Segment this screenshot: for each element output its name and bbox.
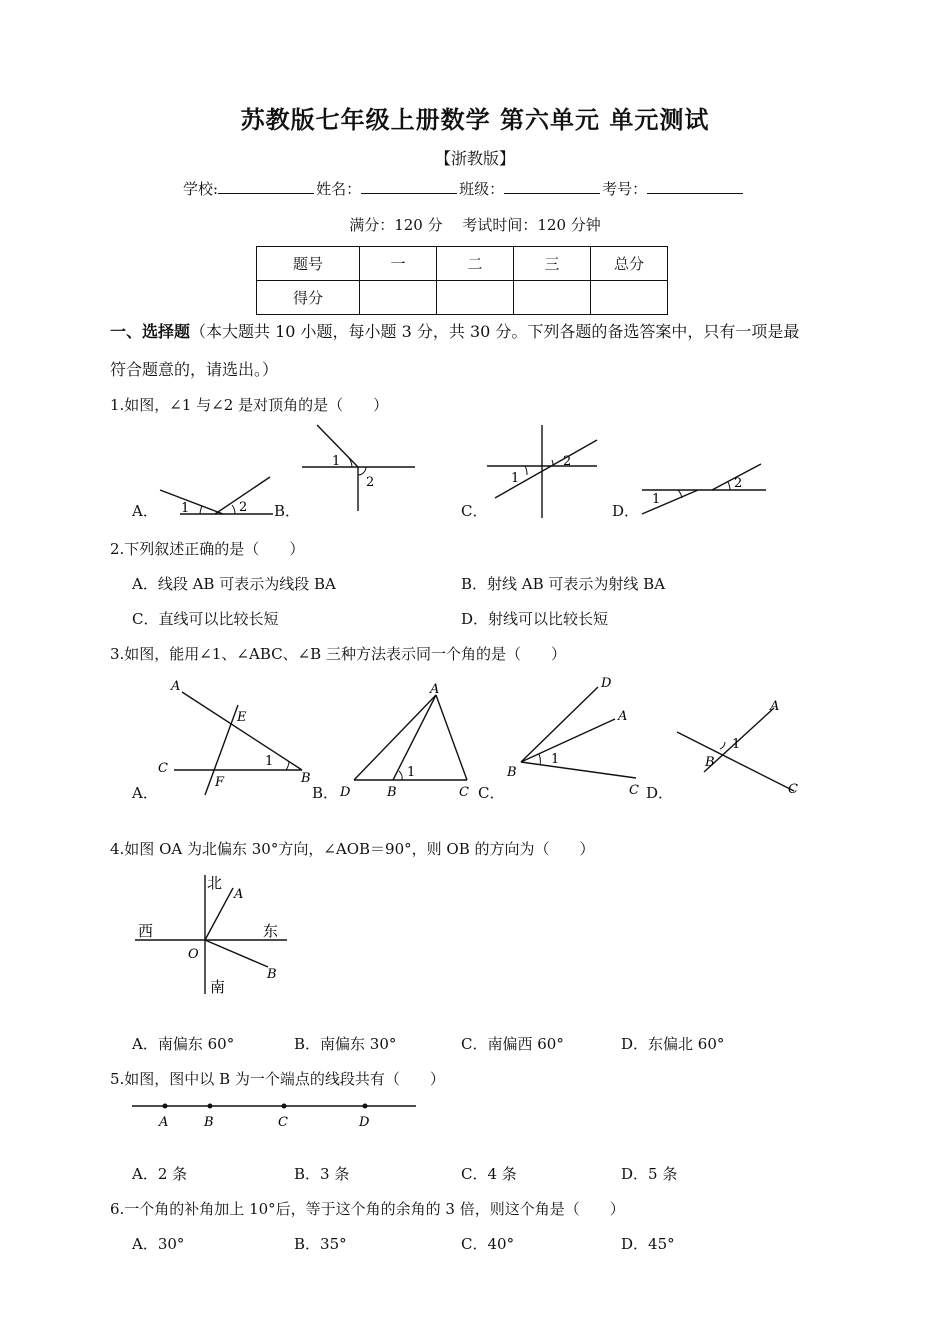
fig-label-c: C bbox=[788, 782, 798, 797]
fig-label-a: A bbox=[618, 709, 628, 724]
q6-option-c[interactable]: C．40° bbox=[461, 1235, 515, 1253]
fig-label-c: C bbox=[158, 761, 168, 776]
point-b bbox=[208, 1104, 213, 1109]
q1-figure-a bbox=[155, 470, 280, 520]
q1-figure-b bbox=[300, 423, 420, 515]
section-desc-line2: 符合题意的，请选出。） bbox=[110, 360, 279, 379]
fig-label-b: B bbox=[267, 967, 277, 982]
table-header-cell: 二 bbox=[437, 247, 514, 281]
name-label: 姓名： bbox=[316, 180, 362, 198]
q3-option-b[interactable]: B． bbox=[312, 784, 339, 802]
fig-label-b: B bbox=[705, 755, 715, 770]
fig-label-1: 1 bbox=[265, 754, 274, 769]
fig-label-a: A bbox=[430, 682, 440, 697]
section-label: 一、选择题 bbox=[110, 322, 191, 341]
q1-figure-d bbox=[638, 460, 773, 518]
fig-label-1: 1 bbox=[732, 737, 741, 752]
score-cell[interactable] bbox=[591, 281, 668, 315]
q1-option-c[interactable]: C． bbox=[461, 502, 488, 520]
fig-label-a: A bbox=[770, 699, 780, 714]
fig-label-a: A bbox=[171, 679, 181, 694]
q3-figure-a bbox=[155, 675, 320, 800]
q4-compass-figure bbox=[135, 870, 295, 1000]
fig-label-1: 1 bbox=[181, 501, 190, 516]
table-header-cell: 题号 bbox=[257, 247, 360, 281]
exam-number-label: 考号： bbox=[602, 180, 648, 198]
q6-option-b[interactable]: B．35° bbox=[294, 1235, 347, 1253]
fig-label-2: 2 bbox=[239, 500, 248, 515]
q4-option-d[interactable]: D．东偏北 60° bbox=[621, 1035, 725, 1053]
student-info-row bbox=[183, 178, 745, 199]
q1-option-b[interactable]: B． bbox=[274, 502, 301, 520]
q5-option-b[interactable]: B．3 条 bbox=[294, 1165, 350, 1183]
q6-option-a[interactable]: A．30° bbox=[132, 1235, 185, 1253]
label-north: 北 bbox=[207, 874, 223, 892]
fig-label-1: 1 bbox=[652, 492, 661, 507]
exam-meta: 满分：120 分 考试时间：120 分钟 bbox=[349, 216, 601, 234]
score-cell[interactable] bbox=[514, 281, 591, 315]
q4-option-c[interactable]: C．南偏西 60° bbox=[461, 1035, 564, 1053]
q5-option-d[interactable]: D．5 条 bbox=[621, 1165, 678, 1183]
score-table bbox=[256, 246, 668, 315]
q1-figure-c bbox=[485, 423, 605, 520]
score-cell[interactable] bbox=[360, 281, 437, 315]
question-1-stem: 1.如图，∠1 与∠2 是对顶角的是（ ） bbox=[110, 396, 389, 414]
school-label: 学校: bbox=[183, 180, 219, 198]
fig-label-2: 2 bbox=[366, 475, 375, 490]
question-3-stem: 3.如图，能用∠1、∠ABC、∠B 三种方法表示同一个角的是（ ） bbox=[110, 645, 566, 663]
score-table-row bbox=[257, 281, 668, 315]
class-label: 班级： bbox=[459, 180, 505, 198]
score-cell[interactable] bbox=[437, 281, 514, 315]
q1-option-a[interactable]: A． bbox=[132, 502, 158, 520]
q1-option-d[interactable]: D． bbox=[612, 502, 640, 520]
fig-label-d: D bbox=[340, 785, 351, 800]
school-blank bbox=[218, 178, 314, 194]
score-table-header-row bbox=[257, 247, 668, 281]
label-south: 南 bbox=[210, 978, 226, 996]
fig-label-c: C bbox=[459, 785, 469, 800]
question-5-stem: 5.如图，图中以 B 为一个端点的线段共有（ ） bbox=[110, 1070, 445, 1088]
question-4-stem: 4.如图 OA 为北偏东 30°方向，∠AOB＝90°，则 OB 的方向为（ ） bbox=[110, 840, 595, 858]
table-header-cell: 一 bbox=[360, 247, 437, 281]
name-blank bbox=[361, 178, 457, 194]
table-row-label: 得分 bbox=[257, 281, 360, 315]
fig-label-o: O bbox=[188, 947, 199, 962]
q6-option-d[interactable]: D．45° bbox=[621, 1235, 675, 1253]
q5-option-c[interactable]: C．4 条 bbox=[461, 1165, 517, 1183]
fig-label-2: 2 bbox=[734, 476, 743, 491]
fig-label-1: 1 bbox=[551, 752, 560, 767]
table-header-cell: 总分 bbox=[591, 247, 668, 281]
table-header-cell: 三 bbox=[514, 247, 591, 281]
fig-label-b: B bbox=[387, 785, 397, 800]
point-d bbox=[363, 1104, 368, 1109]
fig-label-c: C bbox=[629, 783, 639, 798]
q3-figure-c bbox=[505, 672, 650, 800]
page-subtitle: 【浙教版】 bbox=[434, 149, 515, 168]
q3-option-c[interactable]: C． bbox=[478, 784, 505, 802]
fig-label-e: E bbox=[237, 710, 247, 725]
q4-option-a[interactable]: A．南偏东 60° bbox=[132, 1035, 235, 1053]
q2-option-b[interactable]: B．射线 AB 可表示为射线 BA bbox=[461, 575, 666, 593]
fig-label-b: B bbox=[507, 765, 517, 780]
fig-label-1: 1 bbox=[511, 471, 520, 486]
q5-option-a[interactable]: A．2 条 bbox=[132, 1165, 188, 1183]
fig-label-2: 2 bbox=[563, 454, 572, 469]
point-c bbox=[282, 1104, 287, 1109]
fig-label-1: 1 bbox=[407, 765, 416, 780]
section-heading bbox=[110, 319, 799, 342]
point-a bbox=[163, 1104, 168, 1109]
label-east: 东 bbox=[263, 922, 279, 940]
fig-label-c: C bbox=[278, 1115, 288, 1130]
q5-segment-figure bbox=[130, 1098, 420, 1133]
q2-option-d[interactable]: D．射线可以比较长短 bbox=[461, 610, 609, 628]
section-desc: （本大题共 10 小题，每小题 3 分，共 30 分。下列各题的备选答案中，只有一项是最 bbox=[190, 322, 800, 341]
question-6-stem: 6.一个角的补角加上 10°后，等于这个角的余角的 3 倍，则这个角是（ ） bbox=[110, 1200, 625, 1218]
q4-option-b[interactable]: B．南偏东 30° bbox=[294, 1035, 397, 1053]
page-title: 苏教版七年级上册数学 第六单元 单元测试 bbox=[240, 106, 710, 134]
fig-label-a: A bbox=[159, 1115, 169, 1130]
q3-option-d[interactable]: D． bbox=[646, 784, 674, 802]
question-2-stem: 2.下列叙述正确的是（ ） bbox=[110, 540, 305, 558]
q3-option-a[interactable]: A． bbox=[132, 784, 158, 802]
exam-number-blank bbox=[647, 178, 743, 194]
label-west: 西 bbox=[138, 922, 154, 940]
fig-label-b: B bbox=[204, 1115, 214, 1130]
q2-option-a[interactable]: A．线段 AB 可表示为线段 BA bbox=[132, 575, 336, 593]
fig-label-d: D bbox=[601, 676, 612, 691]
class-blank bbox=[504, 178, 600, 194]
fig-label-a: A bbox=[234, 887, 244, 902]
q3-figure-b bbox=[335, 680, 480, 800]
fig-label-d: D bbox=[359, 1115, 370, 1130]
fig-label-f: F bbox=[215, 775, 225, 790]
fig-label-1: 1 bbox=[332, 454, 341, 469]
fig-label-b: B bbox=[301, 771, 311, 786]
q2-option-c[interactable]: C．直线可以比较长短 bbox=[132, 610, 279, 628]
q3-figure-d bbox=[670, 695, 820, 800]
